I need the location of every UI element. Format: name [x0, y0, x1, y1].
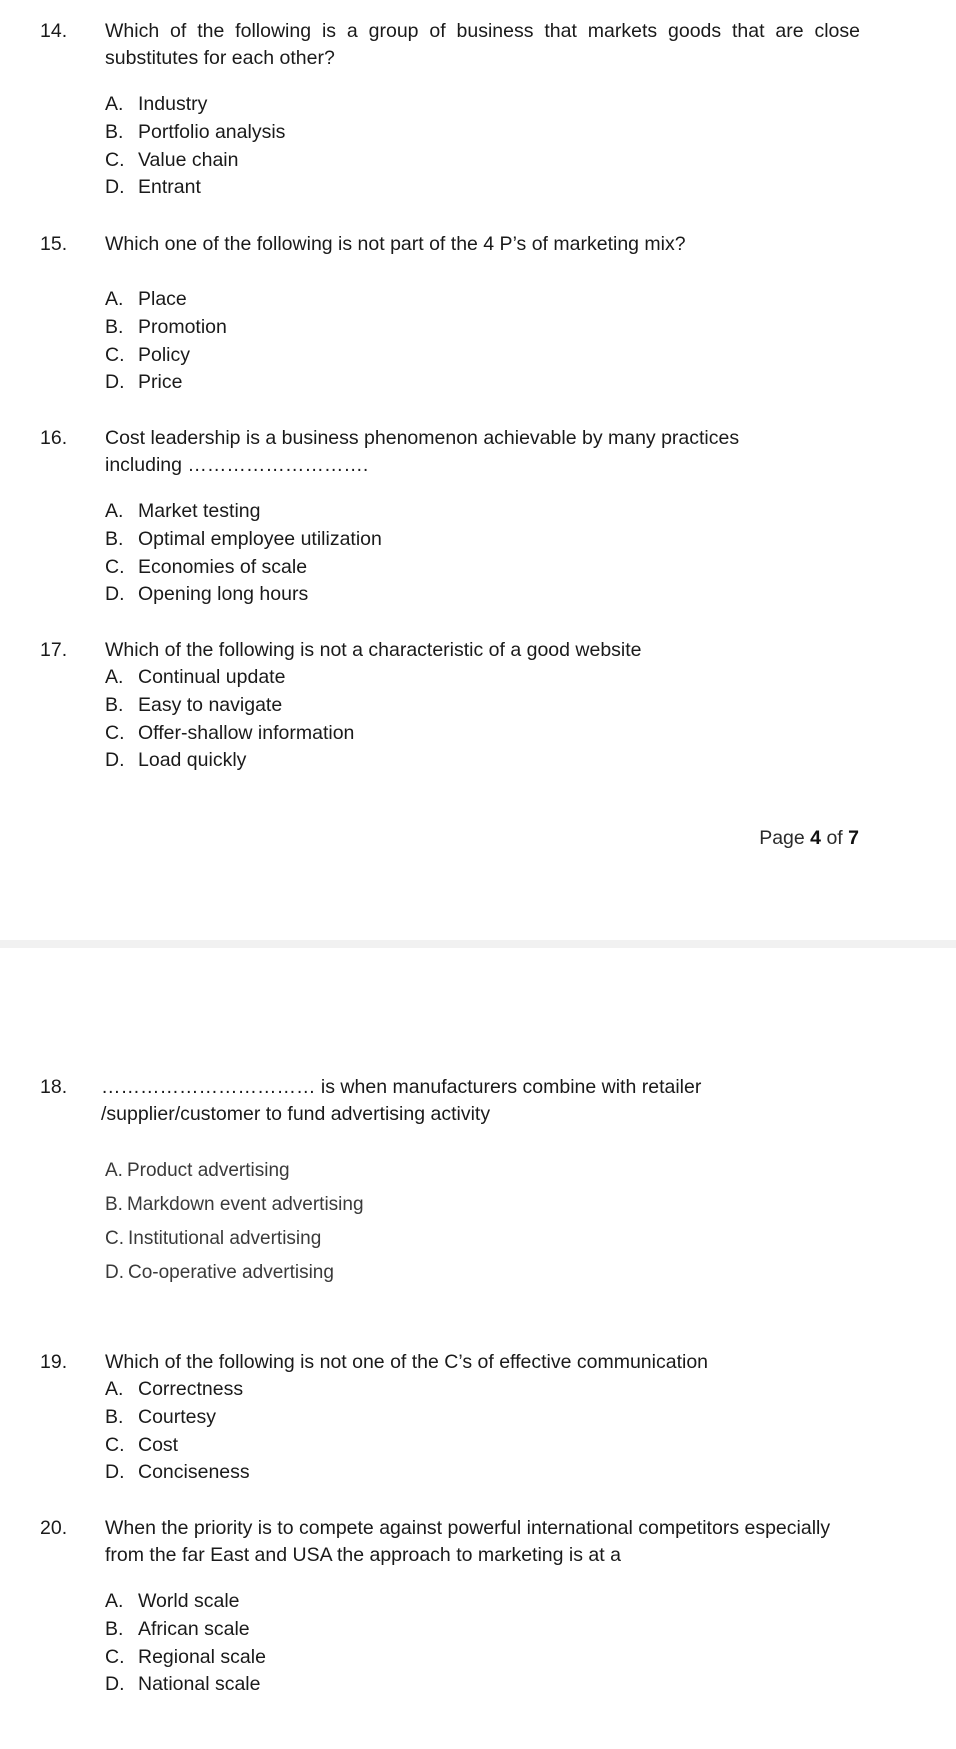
- option-c: C. Economies of scale: [105, 555, 308, 578]
- question-number: 20.: [40, 1517, 68, 1539]
- option-c: C. Offer-shallow information: [105, 721, 355, 744]
- page-of-label: of: [826, 827, 843, 849]
- option-b: B. Promotion: [105, 315, 227, 338]
- question-text: Which one of the following is not part of the 4 P’s of marketing mix?: [105, 233, 686, 255]
- question-text: Which of the following is a group of business that markets goods that are close substitutes for each other?: [105, 20, 860, 69]
- question-text-line-2: /supplier/customer to fund advertising activity: [101, 1103, 491, 1125]
- question-text: [101, 1074, 856, 1128]
- option-a: A. Place: [105, 288, 187, 310]
- option-d: D. Conciseness: [105, 1461, 250, 1484]
- option-c: C. Value chain: [105, 148, 239, 171]
- question-text: [105, 425, 860, 479]
- page-label: Page: [759, 827, 805, 849]
- option-a: A. Continual update: [105, 666, 286, 688]
- option-a: A. Correctness: [105, 1378, 244, 1400]
- option-b: B. African scale: [105, 1617, 250, 1640]
- question-15-options: [105, 286, 227, 397]
- option-d: D. National scale: [105, 1673, 261, 1696]
- option-d: D. Load quickly: [105, 749, 247, 772]
- exam-page-5: [0, 948, 956, 1749]
- option-d: D. Price: [105, 371, 183, 394]
- option-a: A. World scale: [105, 1590, 240, 1612]
- current-page: 4: [810, 827, 822, 849]
- question-text: When the priority is to compete against powerful international competitors especially from the far East and USA the approach to marketing is at a: [105, 1517, 831, 1566]
- option-b: B. Courtesy: [105, 1405, 217, 1428]
- question-text: Which of the following is not a characteristic of a good website: [105, 639, 642, 661]
- question-number: 16.: [40, 427, 68, 449]
- question-19-options: [105, 1376, 250, 1487]
- option-d: D. Co-operative advertising: [105, 1262, 334, 1283]
- question-16-options: [105, 498, 382, 609]
- question-text-line-1: Cost leadership is a business phenomenon achievable by many practices: [105, 427, 740, 449]
- option-a: A. Industry: [105, 93, 208, 115]
- page-separator: [0, 940, 956, 948]
- option-b: B. Portfolio analysis: [105, 120, 286, 143]
- question-number: 14.: [40, 20, 68, 42]
- question-number: 18.: [40, 1076, 68, 1098]
- option-b: B. Easy to navigate: [105, 693, 283, 716]
- option-c: C. Institutional advertising: [105, 1228, 322, 1249]
- question-text: Which of the following is not one of the C’s of effective communication: [105, 1351, 709, 1373]
- option-b: B. Optimal employee utilization: [105, 527, 382, 550]
- option-c: C. Regional scale: [105, 1645, 266, 1668]
- total-pages: 7: [848, 827, 859, 849]
- option-d: D. Opening long hours: [105, 583, 309, 606]
- question-text-line-1: …………………………… is when manufacturers combine with retailer: [101, 1076, 702, 1098]
- question-number: 17.: [40, 639, 68, 661]
- question-17-options: [105, 664, 354, 775]
- option-d: D. Entrant: [105, 176, 201, 199]
- question-14-options: [105, 91, 285, 202]
- option-c: C. Cost: [105, 1433, 179, 1456]
- question-20-options: [105, 1588, 266, 1699]
- option-c: C. Policy: [105, 343, 191, 366]
- option-a: A. Product advertising: [105, 1160, 290, 1181]
- question-number: 15.: [40, 233, 68, 255]
- question-number: 19.: [40, 1351, 68, 1373]
- page-number-footer: [759, 827, 859, 850]
- option-a: A. Market testing: [105, 500, 261, 522]
- question-text-line-2: including ……………………….: [105, 454, 369, 476]
- question-18-options: [105, 1154, 364, 1290]
- option-b: B. Markdown event advertising: [105, 1194, 364, 1215]
